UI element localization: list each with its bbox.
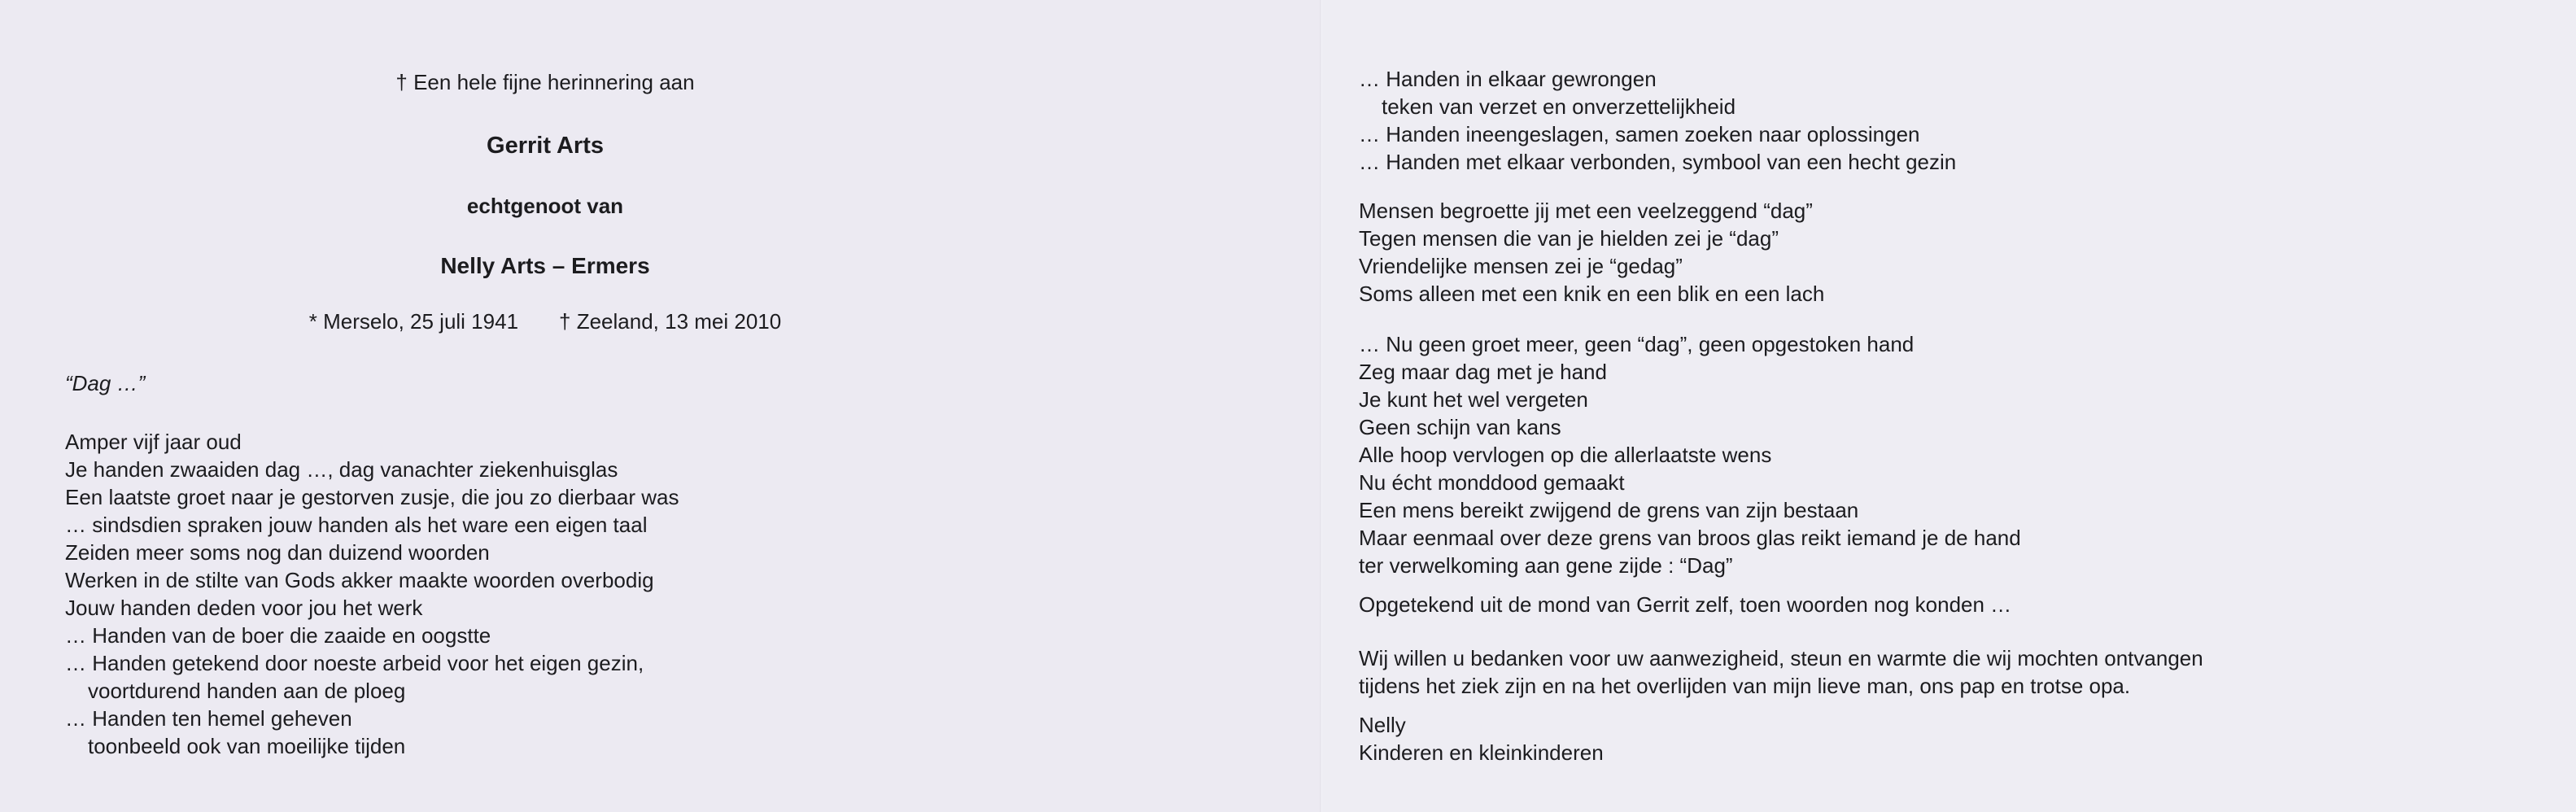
poem-line: Werken in de stilte van Gods akker maakte woorden overbodig <box>65 568 654 592</box>
stanza-2 <box>1359 197 1824 308</box>
poem-line: Zeiden meer soms nog dan duizend woorden <box>65 540 490 565</box>
poem-line: … Handen in elkaar gewrongen <box>1359 67 1657 91</box>
poem-line: … sindsdien spraken jouw handen als het ware een eigen taal <box>65 513 648 537</box>
right-page <box>1322 0 2576 812</box>
poem-line: Je kunt het wel vergeten <box>1359 387 1588 412</box>
poem-line: Jouw handen deden voor jou het werk <box>65 596 423 620</box>
poem-line: toonbeeld ook van moeilijke tijden <box>88 734 406 758</box>
poem-line: Je handen zwaaiden dag …, dag vanachter ziekenhuisglas <box>65 457 618 482</box>
poem-line: … Handen ten hemel geheven <box>65 706 352 731</box>
poem-line: voortdurend handen aan de ploeg <box>88 679 406 703</box>
poem-line: Zeg maar dag met je hand <box>1359 360 1607 384</box>
birth-date: * Merselo, 25 juli 1941 <box>308 309 519 334</box>
poem-line: Vriendelijke mensen zei je “gedag” <box>1359 254 1683 278</box>
poem-line: … Handen ineengeslagen, samen zoeken naar oplossingen <box>1359 122 1920 146</box>
poem-line: Maar eenmaal over deze grens van broos glas reikt iemand je de hand <box>1359 526 2021 550</box>
poem-line: Tegen mensen die van je hielden zei je “dag” <box>1359 226 1779 251</box>
poem-left <box>65 428 679 760</box>
poem-line: … Handen van de boer die zaaide en oogstte <box>65 623 491 648</box>
poem-title: “Dag …” <box>65 371 146 395</box>
poem-line: Soms alleen met een knik en een blik en een lach <box>1359 282 1825 306</box>
poem-line: Een laatste groet naar je gestorven zusje, die jou zo dierbaar was <box>65 485 679 509</box>
attribution: Opgetekend uit de mond van Gerrit zelf, toen woorden nog konden … <box>1359 592 2012 617</box>
stanza-1 <box>1359 65 1956 176</box>
poem-line: … Handen getekend door noeste arbeid voor het eigen gezin, <box>65 651 644 675</box>
signature-line: Kinderen en kleinkinderen <box>1359 740 1604 765</box>
signature-line: Nelly <box>1359 713 1406 737</box>
poem-line: Nu écht monddood gemaakt <box>1359 470 1625 495</box>
spouse-name: Nelly Arts – Ermers <box>440 253 650 278</box>
life-dates <box>0 308 1090 335</box>
poem-line: … Nu geen groet meer, geen “dag”, geen opgestoken hand <box>1359 332 1915 356</box>
poem-line: Alle hoop vervlogen op die allerlaatste wens <box>1359 443 1772 467</box>
poem-line: Geen schijn van kans <box>1359 415 1561 439</box>
poem-line: Amper vijf jaar oud <box>65 430 242 454</box>
poem-line: teken van verzet en onverzettelijkheid <box>1382 94 1736 119</box>
thanks-line: Wij willen u bedanken voor uw aanwezigheid, steun en warmte die wij mochten ontvangen <box>1359 646 2203 670</box>
poem-line: Een mens bereikt zwijgend de grens van zijn bestaan <box>1359 498 1859 522</box>
relation-text: echtgenoot van <box>466 194 624 218</box>
poem-line: Mensen begroette jij met een veelzeggend “dag” <box>1359 199 1813 223</box>
signature <box>1359 711 1604 766</box>
thanks-text <box>1359 644 2203 700</box>
deceased-name: Gerrit Arts <box>487 133 604 159</box>
death-date: † Zeeland, 13 mei 2010 <box>559 309 782 334</box>
poem-line: … Handen met elkaar verbonden, symbool van een hecht gezin <box>1359 150 1957 174</box>
thanks-line: tijdens het ziek zijn en na het overlijden van mijn lieve man, ons pap en trotse opa. <box>1359 674 2131 698</box>
poem-line: ter verwelkoming aan gene zijde : “Dag” <box>1359 553 1733 578</box>
dedication: † Een hele fijne herinnering aan <box>395 70 695 94</box>
stanza-3 <box>1359 330 2021 579</box>
